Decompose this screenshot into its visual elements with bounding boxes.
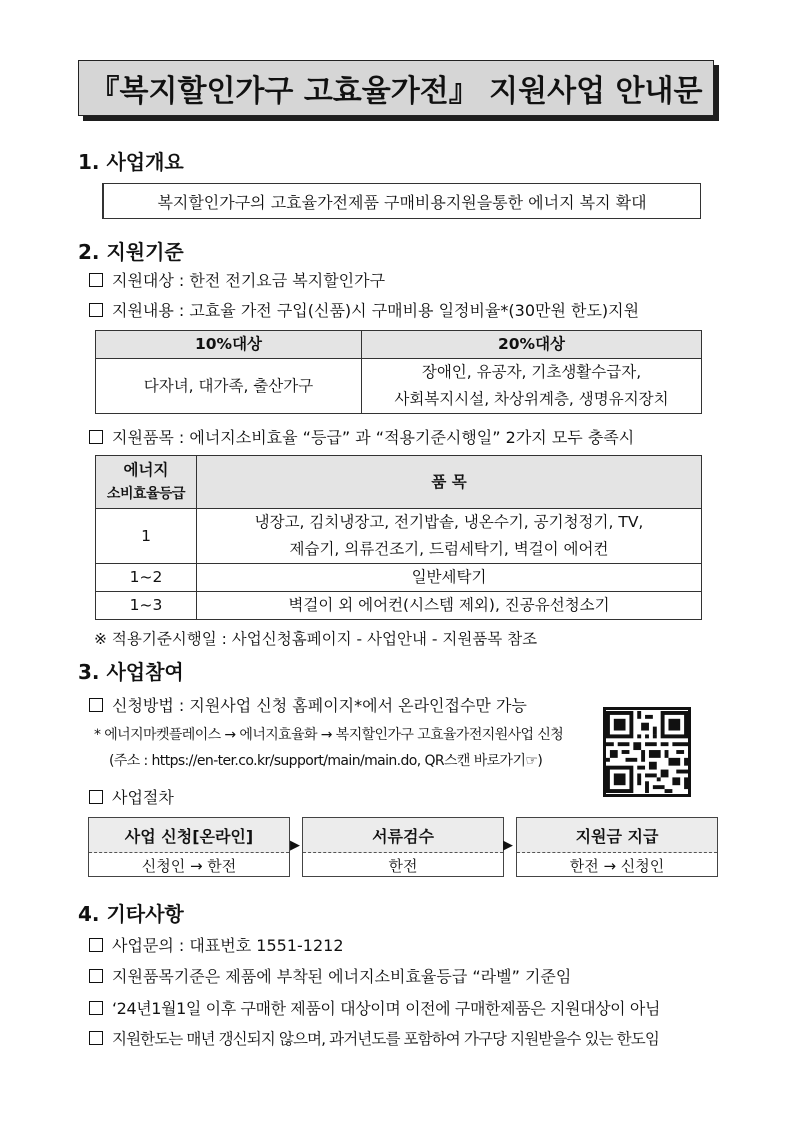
- step-actor: 신청인 → 한전: [141, 856, 237, 875]
- step-title: 사업 신청[온라인]: [89, 818, 289, 853]
- apply-url[interactable]: (주소 : https://en-ter.co.kr/support/main/main.do, QR스캔 바로가기☞): [109, 753, 543, 769]
- section-2-heading: 2. 지원기준: [78, 240, 184, 264]
- table-row: [96, 592, 702, 620]
- table-row: [96, 564, 702, 592]
- step-title: 지원금 지급: [517, 818, 717, 853]
- misc-item-text: ‘24년1월1일 이후 구매한 제품이 대상이며 이전에 구매한제품은 지원대상이 아님: [112, 999, 661, 1018]
- triangle-right-icon: ▶: [290, 838, 300, 853]
- item-grade-table: [95, 455, 702, 620]
- misc-item: [89, 1027, 659, 1049]
- items-line-2: 제습기, 의류건조기, 드럼세탁기, 벽걸이 에어컨: [289, 540, 609, 558]
- procedure-text: 사업절차: [112, 788, 174, 807]
- grade-cell: 1: [96, 509, 197, 564]
- rate-header-20: 20%대상: [362, 331, 702, 359]
- support-rate-table: [95, 330, 702, 414]
- checkbox-icon: [89, 1001, 103, 1015]
- apply-path: * 에너지마켓플레이스 → 에너지효율화 → 복지할인가구 고효율가전지원사업 신청: [94, 727, 564, 743]
- checkbox-icon: [89, 273, 103, 287]
- step-title: 서류검수: [303, 818, 503, 853]
- page-title: 『복지할인가구 고효율가전』 지원사업 안내문: [78, 60, 714, 116]
- checkbox-icon: [89, 303, 103, 317]
- items-cell: 일반세탁기: [197, 564, 702, 592]
- checkbox-icon: [89, 969, 103, 983]
- qr-code-graphic: [606, 710, 688, 794]
- items-header: 품 목: [197, 456, 702, 509]
- overview-box: 복지할인가구의 고효율가전제품 구매비용지원을통한 에너지 복지 확대: [102, 183, 701, 219]
- support-items-text: 지원품목 : 에너지소비효율 “등급” 과 “적용기준시행일” 2가지 모두 충족시: [112, 428, 635, 447]
- checkbox-icon: [89, 1031, 103, 1045]
- checkbox-icon: [89, 430, 103, 444]
- procedure-step-payment: [516, 817, 718, 877]
- reference-note: ※ 적용기준시행일 : 사업신청홈페이지 - 사업안내 - 지원품목 참조: [94, 630, 538, 648]
- items-line-1: 냉장고, 김치냉장고, 전기밥솥, 냉온수기, 공기청정기, TV,: [254, 513, 644, 531]
- misc-item: [89, 933, 344, 956]
- support-target-text: 지원대상 : 한전 전기요금 복지할인가구: [112, 271, 386, 290]
- section-1-heading: 1. 사업개요: [78, 150, 184, 174]
- grade-header-line-2: 소비효율등급: [106, 486, 186, 502]
- step-actor: 한전 → 신청인: [569, 856, 665, 875]
- misc-item-text: 사업문의 : 대표번호 1551-1212: [112, 936, 344, 955]
- rate-20-line-2: 사회복지시설, 차상위계층, 생명유지장치: [394, 390, 669, 408]
- apply-method-text: 신청방법 : 지원사업 신청 홈페이지*에서 온라인접수만 가능: [112, 696, 527, 715]
- grade-header-line-1: 에너지: [123, 461, 169, 479]
- checkbox-icon: [89, 790, 103, 804]
- grade-header: [96, 456, 197, 509]
- grade-cell: 1~2: [96, 564, 197, 592]
- rate-20-targets: [362, 359, 702, 414]
- table-row: [96, 509, 702, 564]
- items-cell: [197, 509, 702, 564]
- apply-method-line: [89, 693, 527, 716]
- section-4-heading: 4. 기타사항: [78, 902, 184, 926]
- checkbox-icon: [89, 698, 103, 712]
- section-3-heading: 3. 사업참여: [78, 660, 184, 684]
- procedure-line: [89, 785, 174, 808]
- support-content-text: 지원내용 : 고효율 가전 구입(신품)시 구매비용 일정비율*(30만원 한도)지원: [112, 301, 640, 320]
- items-cell: 벽걸이 외 에어컨(시스템 제외), 진공유선청소기: [197, 592, 702, 620]
- procedure-step-apply: [88, 817, 290, 877]
- rate-20-line-1: 장애인, 유공자, 기초생활수급자,: [421, 363, 642, 381]
- grade-cell: 1~3: [96, 592, 197, 620]
- support-items-line: [89, 425, 634, 448]
- rate-header-10: 10%대상: [96, 331, 362, 359]
- checkbox-icon: [89, 938, 103, 952]
- rate-10-targets: 다자녀, 대가족, 출산가구: [96, 359, 362, 414]
- support-target-line: [89, 268, 385, 291]
- support-content-line: [89, 298, 639, 321]
- misc-item-text: 지원한도는 매년 갱신되지 않으며, 과거년도를 포함하여 가구당 지원받을수 있는 한도임: [112, 1030, 659, 1048]
- misc-item: [89, 964, 571, 987]
- misc-item: [89, 996, 660, 1019]
- step-actor: 한전: [388, 856, 418, 875]
- qr-code-icon[interactable]: [603, 707, 691, 797]
- procedure-step-review: [302, 817, 504, 877]
- misc-item-text: 지원품목기준은 제품에 부착된 에너지소비효율등급 “라벨” 기준임: [112, 967, 572, 986]
- triangle-right-icon: ▶: [503, 838, 513, 853]
